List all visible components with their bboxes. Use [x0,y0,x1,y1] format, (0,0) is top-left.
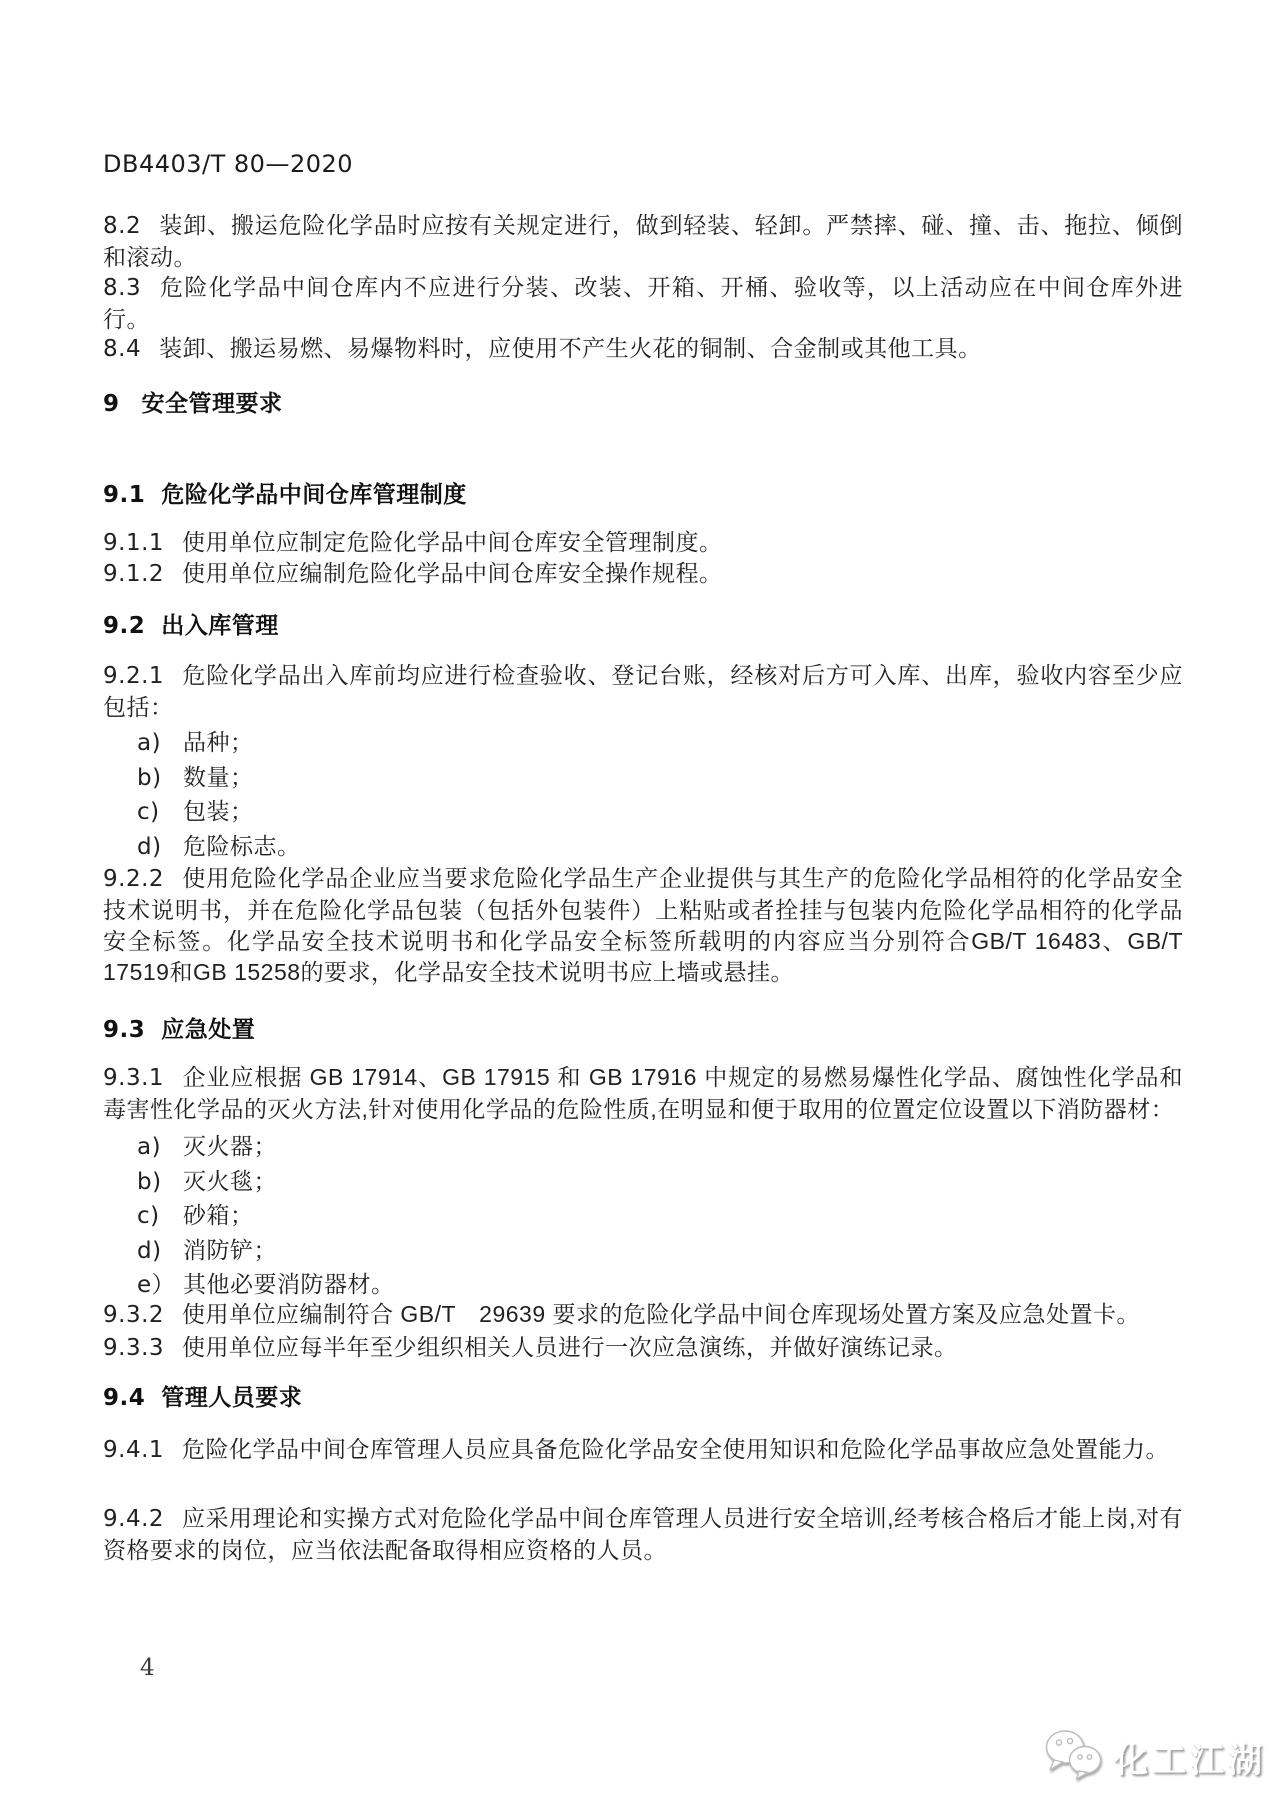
clause-number: 9.3.2 [103,1302,165,1328]
list-marker: b) [137,1168,162,1195]
heading-number: 9 [103,391,120,417]
clause-text: 装卸、搬运危险化学品时应按有关规定进行，做到轻装、轻卸。严禁摔、碰、撞、击、拖拉、倾倒和滚动。 [103,212,1183,270]
list-marker: a) [137,730,162,756]
list-item [103,831,1183,863]
clause-number: 9.4.2 [103,1506,165,1532]
list-item [103,796,1183,828]
page-number: 4 [140,1655,155,1681]
list-9-3-1 [103,1131,1183,1304]
list-item [103,727,1183,759]
section-heading-9 [103,388,1183,420]
clause-9-1-1 [103,527,1183,559]
clause-text: 使用单位应编制符合 GB/T 29639 要求的危险化学品中间仓库现场处置方案及应急处置卡。 [182,1301,1141,1327]
list-item [103,1166,1183,1198]
list-text: 数量； [183,763,254,790]
heading-title: 安全管理要求 [141,390,283,416]
list-text: 灭火毯； [183,1167,277,1194]
clause-9-1-2 [103,558,1183,590]
heading-title: 管理人员要求 [161,1384,303,1410]
list-marker: a) [137,1134,162,1160]
clause-9-3-2 [103,1299,1183,1331]
clause-number: 9.2.2 [103,866,165,892]
clause-number: 8.2 [103,213,142,239]
list-text: 危险标志。 [183,832,301,859]
clause-text: 使用单位应编制危险化学品中间仓库安全操作规程。 [182,560,723,586]
clause-text: 危险化学品中间仓库内不应进行分装、改装、开箱、开桶、验收等，以上活动应在中间仓库外进行。 [103,274,1183,332]
list-marker: d) [137,833,162,860]
list-item [103,1235,1183,1267]
wechat-chat-bubbles-icon [1042,1728,1106,1787]
list-item [103,1269,1183,1301]
clause-number: 9.2.1 [103,663,165,689]
heading-title: 出入库管理 [161,612,279,638]
section-heading-9-1 [103,479,1183,511]
list-item [103,1200,1183,1232]
clause-9-4-2 [103,1503,1183,1566]
list-text: 品种； [183,729,254,755]
clause-9-3-1 [103,1062,1183,1125]
clause-8-3 [103,272,1183,335]
heading-number: 9.2 [103,613,146,639]
list-marker: c) [137,1203,160,1229]
clause-9-2-2 [103,863,1183,988]
watermark [1042,1728,1266,1787]
clause-number: 9.1.1 [103,530,165,556]
clause-text: 危险化学品出入库前均应进行检查验收、登记台账，经核对后方可入库、出库，验收内容至少应包括： [103,662,1183,720]
list-text: 灭火器； [183,1133,277,1159]
list-text: 砂箱； [183,1202,254,1228]
section-heading-9-3 [103,1014,1183,1046]
clause-text: 使用单位应每半年至少组织相关人员进行一次应急演练，并做好演练记录。 [182,1334,958,1360]
list-text: 包装； [183,798,254,824]
list-marker: b) [137,764,162,791]
watermark-text: 化工江湖 [1114,1742,1266,1780]
clause-number: 9.3.3 [103,1335,165,1361]
list-marker: c) [137,799,160,825]
heading-number: 9.3 [103,1017,146,1043]
clause-9-4-1 [103,1434,1183,1466]
clause-text: 使用单位应制定危险化学品中间仓库安全管理制度。 [182,529,723,555]
section-heading-9-2 [103,610,1183,642]
clause-number: 8.3 [103,275,142,301]
clause-8-4 [103,333,1183,365]
clause-text: 危险化学品中间仓库管理人员应具备危险化学品安全使用知识和危险化学品事故应急处置能力。 [182,1436,1170,1462]
list-marker: e） [137,1272,176,1298]
clause-9-3-3 [103,1332,1183,1364]
list-item [103,1131,1183,1163]
clause-text: 应采用理论和实操方式对危险化学品中间仓库管理人员进行安全培训,经考核合格后才能上岗,对有资格要求的岗位，应当依法配备取得相应资格的人员。 [103,1505,1183,1563]
heading-number: 9.1 [103,482,146,508]
clause-text: 装卸、搬运易燃、易爆物料时，应使用不产生火花的铜制、合金制或其他工具。 [159,335,982,361]
clause-number: 9.3.1 [103,1065,165,1091]
clause-text: 企业应根据 GB 17914、GB 17915 和 GB 17916 中规定的易燃易爆性化学品、腐蚀性化学品和毒害性化学品的灭火方法,针对使用化学品的危险性质,在明显和便于取用的位置定位设置以下消防器材： [103,1064,1183,1122]
list-text: 其他必要消防器材。 [183,1271,395,1297]
list-marker: d) [137,1237,162,1264]
clause-text: 使用危险化学品企业应当要求危险化学品生产企业提供与其生产的危险化学品相符的化学品安全技术说明书，并在危险化学品包装（包括外包装件）上粘贴或者拴挂与包装内危险化学品相符的化学品安全标签。化学品安全技术说明书和化学品安全标签所载明的内容应当分别符合GB/T 16483、GB/T 17519和GB 15258的要求，化学品安全技术说明书应上墙或悬挂。 [103,865,1183,985]
section-heading-9-4 [103,1382,1183,1414]
clause-8-2 [103,210,1183,273]
heading-title: 应急处置 [161,1016,256,1042]
clause-9-2-1 [103,660,1183,723]
clause-number: 9.1.2 [103,561,165,587]
clause-number: 8.4 [103,336,142,362]
standard-code-header: DB4403/T 80—2020 [103,150,354,178]
heading-title: 危险化学品中间仓库管理制度 [161,481,467,507]
list-item [103,762,1183,794]
clause-number: 9.4.1 [103,1437,165,1463]
heading-number: 9.4 [103,1385,146,1411]
list-text: 消防铲； [183,1236,277,1263]
list-9-2-1 [103,727,1183,865]
